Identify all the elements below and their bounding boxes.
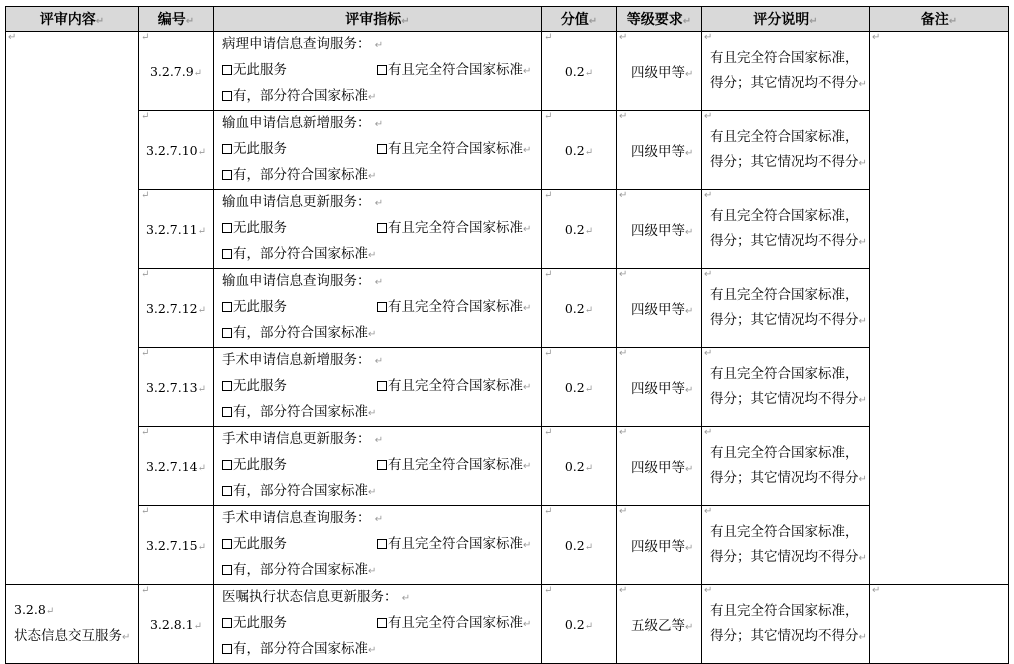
- table-row: [6, 269, 1009, 348]
- checkbox-icon: [377, 223, 387, 233]
- grade-cell: ↵ 四级甲等↵: [617, 269, 702, 348]
- checkbox-icon: [222, 91, 232, 101]
- option-partially-compliant: 有，部分符合国家标准↵: [222, 558, 541, 584]
- description-cell: ↵ 有且完全符合国家标准， 得分；其它情况均不得分↵: [702, 269, 870, 348]
- checkbox-icon: [222, 407, 232, 417]
- checkbox-icon: [377, 302, 387, 312]
- checkbox-icon: [377, 381, 387, 391]
- option-partially-compliant: 有，部分符合国家标准↵: [222, 321, 541, 347]
- evaluation-table: [5, 6, 1009, 664]
- remarks-cell: ↵: [870, 32, 1009, 585]
- score-cell: ↵ 0.2↵: [542, 506, 617, 585]
- option-partially-compliant: 有，部分符合国家标准↵: [222, 400, 541, 426]
- code-cell: ↵ 3.2.8.1↵: [139, 585, 214, 664]
- option-partially-compliant: 有，部分符合国家标准↵: [222, 637, 541, 663]
- description-cell: ↵ 有且完全符合国家标准， 得分；其它情况均不得分↵: [702, 506, 870, 585]
- checkbox-icon: [222, 144, 232, 154]
- table-row: [6, 32, 1009, 111]
- checkbox-icon: [377, 460, 387, 470]
- grade-cell: ↵ 四级甲等↵: [617, 506, 702, 585]
- description-cell: ↵ 有且完全符合国家标准， 得分；其它情况均不得分↵: [702, 32, 870, 111]
- header-cell: 备注↵: [870, 7, 1009, 32]
- checkbox-icon: [222, 381, 232, 391]
- header-row: [6, 7, 1009, 32]
- score-cell: ↵ 0.2↵: [542, 585, 617, 664]
- option-fully-compliant: 有且完全符合国家标准↵: [377, 137, 531, 163]
- grade-cell: ↵ 四级甲等↵: [617, 348, 702, 427]
- indicator-title: 输血申请信息更新服务： ↵: [222, 194, 384, 210]
- indicator-title: 手术申请信息新增服务： ↵: [222, 352, 384, 368]
- indicator-cell: [214, 427, 542, 506]
- grade-cell: ↵ 四级甲等↵: [617, 32, 702, 111]
- grade-cell: ↵ 四级甲等↵: [617, 111, 702, 190]
- option-fully-compliant: 有且完全符合国家标准↵: [377, 611, 531, 637]
- description-cell: ↵ 有且完全符合国家标准， 得分；其它情况均不得分↵: [702, 348, 870, 427]
- checkbox-icon: [222, 65, 232, 75]
- score-cell: ↵ 0.2↵: [542, 32, 617, 111]
- indicator-cell: [214, 32, 542, 111]
- header-cell: 评审内容↵: [6, 7, 139, 32]
- code-cell: ↵ 3.2.7.10↵: [139, 111, 214, 190]
- checkbox-icon: [222, 249, 232, 259]
- option-no-service: 无此服务: [222, 374, 377, 400]
- checkbox-icon: [222, 486, 232, 496]
- header-cell: 分值↵: [542, 7, 617, 32]
- description-cell: ↵ 有且完全符合国家标准， 得分；其它情况均不得分↵: [702, 427, 870, 506]
- checkbox-icon: [377, 539, 387, 549]
- option-no-service: 无此服务: [222, 611, 377, 637]
- category-cell: ↵: [6, 32, 139, 585]
- indicator-cell: [214, 190, 542, 269]
- score-cell: ↵ 0.2↵: [542, 427, 617, 506]
- grade-cell: ↵ 四级甲等↵: [617, 427, 702, 506]
- checkbox-icon: [377, 65, 387, 75]
- option-partially-compliant: 有，部分符合国家标准↵: [222, 242, 541, 268]
- option-no-service: 无此服务: [222, 532, 377, 558]
- table-row: [6, 348, 1009, 427]
- indicator-title: 输血申请信息查询服务： ↵: [222, 273, 384, 289]
- option-fully-compliant: 有且完全符合国家标准↵: [377, 58, 531, 84]
- remarks-cell: ↵: [870, 585, 1009, 664]
- indicator-cell: [214, 111, 542, 190]
- table-row: [6, 585, 1009, 664]
- header-cell: 评分说明↵: [702, 7, 870, 32]
- indicator-cell: [214, 585, 542, 664]
- table-row: [6, 111, 1009, 190]
- description-cell: ↵ 有且完全符合国家标准， 得分；其它情况均不得分↵: [702, 585, 870, 664]
- score-cell: ↵ 0.2↵: [542, 111, 617, 190]
- option-partially-compliant: 有，部分符合国家标准↵: [222, 479, 541, 505]
- grade-cell: ↵ 四级甲等↵: [617, 190, 702, 269]
- indicator-cell: [214, 269, 542, 348]
- score-cell: ↵ 0.2↵: [542, 269, 617, 348]
- option-no-service: 无此服务: [222, 216, 377, 242]
- option-no-service: 无此服务: [222, 137, 377, 163]
- option-partially-compliant: 有，部分符合国家标准↵: [222, 163, 541, 189]
- code-cell: ↵ 3.2.7.11↵: [139, 190, 214, 269]
- option-fully-compliant: 有且完全符合国家标准↵: [377, 532, 531, 558]
- indicator-cell: [214, 348, 542, 427]
- indicator-title: 病理申请信息查询服务： ↵: [222, 36, 384, 52]
- option-no-service: 无此服务: [222, 453, 377, 479]
- checkbox-icon: [222, 328, 232, 338]
- description-cell: ↵ 有且完全符合国家标准， 得分；其它情况均不得分↵: [702, 111, 870, 190]
- checkbox-icon: [222, 223, 232, 233]
- code-cell: ↵ 3.2.7.15↵: [139, 506, 214, 585]
- checkbox-icon: [222, 644, 232, 654]
- option-fully-compliant: 有且完全符合国家标准↵: [377, 374, 531, 400]
- header-cell: 等级要求↵: [617, 7, 702, 32]
- checkbox-icon: [222, 618, 232, 628]
- table-row: [6, 506, 1009, 585]
- checkbox-icon: [222, 170, 232, 180]
- indicator-title: 手术申请信息更新服务： ↵: [222, 431, 384, 447]
- checkbox-icon: [222, 460, 232, 470]
- header-cell: 编号↵: [139, 7, 214, 32]
- score-cell: ↵ 0.2↵: [542, 190, 617, 269]
- checkbox-icon: [222, 302, 232, 312]
- checkbox-icon: [377, 144, 387, 154]
- table-row: [6, 190, 1009, 269]
- indicator-cell: [214, 506, 542, 585]
- option-no-service: 无此服务: [222, 295, 377, 321]
- grade-cell: ↵ 五级乙等↵: [617, 585, 702, 664]
- category-cell: 3.2.8↵ 状态信息交互服务↵: [6, 585, 139, 664]
- indicator-title: 医嘱执行状态信息更新服务： ↵: [222, 589, 411, 605]
- header-cell: 评审指标↵: [214, 7, 542, 32]
- indicator-title: 手术申请信息查询服务： ↵: [222, 510, 384, 526]
- option-fully-compliant: 有且完全符合国家标准↵: [377, 453, 531, 479]
- checkbox-icon: [222, 565, 232, 575]
- score-cell: ↵ 0.2↵: [542, 348, 617, 427]
- checkbox-icon: [377, 618, 387, 628]
- option-no-service: 无此服务: [222, 58, 377, 84]
- option-fully-compliant: 有且完全符合国家标准↵: [377, 216, 531, 242]
- code-cell: ↵ 3.2.7.12↵: [139, 269, 214, 348]
- code-cell: ↵ 3.2.7.14↵: [139, 427, 214, 506]
- checkbox-icon: [222, 539, 232, 549]
- option-partially-compliant: 有，部分符合国家标准↵: [222, 84, 541, 110]
- code-cell: ↵ 3.2.7.9↵: [139, 32, 214, 111]
- option-fully-compliant: 有且完全符合国家标准↵: [377, 295, 531, 321]
- table-row: [6, 427, 1009, 506]
- code-cell: ↵ 3.2.7.13↵: [139, 348, 214, 427]
- description-cell: ↵ 有且完全符合国家标准， 得分；其它情况均不得分↵: [702, 190, 870, 269]
- indicator-title: 输血申请信息新增服务： ↵: [222, 115, 384, 131]
